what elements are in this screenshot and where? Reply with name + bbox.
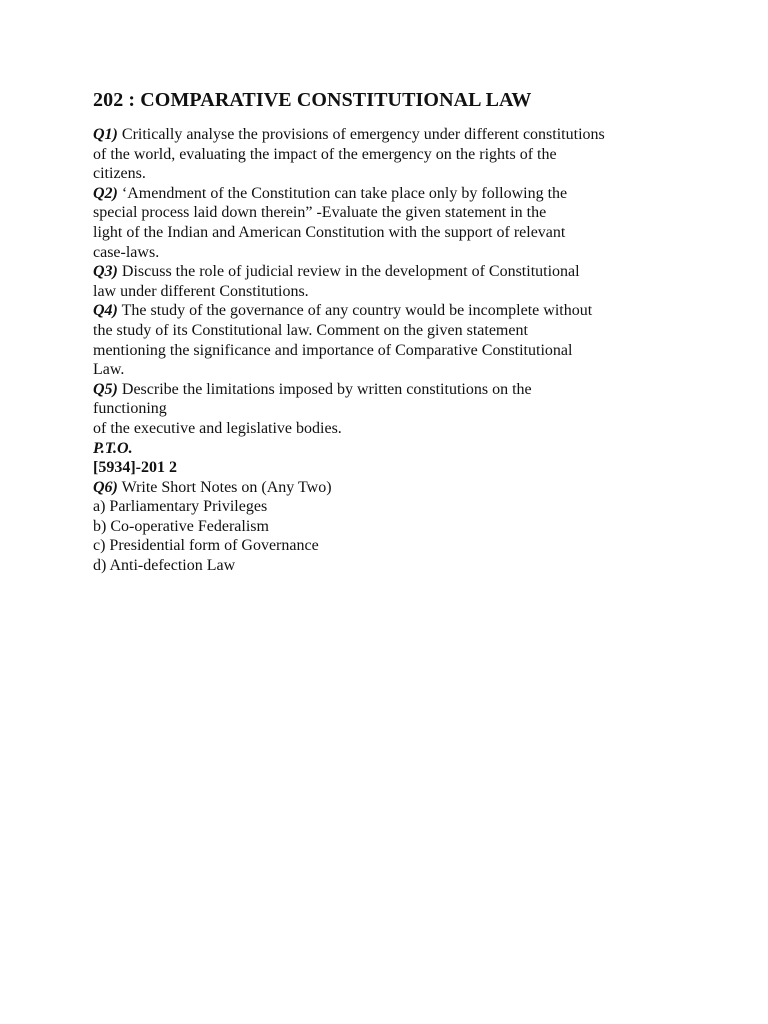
question-q5-label: Q5) <box>93 380 118 398</box>
question-q3-text-1: Discuss the role of judicial review in the development of Constitutional <box>121 263 580 281</box>
question-q3-line-2: law under different Constitutions. <box>93 282 309 300</box>
short-note-option-c: c) Presidential form of Governance <box>93 537 319 555</box>
question-q6-line-1 <box>93 478 693 498</box>
question-q2-line-4: case-laws. <box>93 243 160 261</box>
paper-title: 202 : COMPARATIVE CONSTITUTIONAL LAW <box>93 89 532 111</box>
question-q3 <box>93 262 693 301</box>
short-note-option-d: d) Anti-defection Law <box>93 557 236 575</box>
question-q1 <box>93 125 693 184</box>
question-q5-line-1 <box>93 380 693 400</box>
question-q2-line-3: light of the Indian and American Constitution with the support of relevant <box>93 223 566 241</box>
question-q2-text-1: ‘Amendment of the Constitution can take place only by following the <box>121 184 568 202</box>
question-q4-label: Q4) <box>93 302 118 320</box>
question-q2-line-1 <box>93 184 693 204</box>
question-q1-line-3: citizens. <box>93 165 146 183</box>
question-q6-label: Q6) <box>93 478 118 496</box>
question-q4-line-2: the study of its Constitutional law. Comment on the given statement <box>93 321 528 339</box>
paper-code: [5934]-201 2 <box>93 459 177 477</box>
question-q4-line-4: Law. <box>93 361 125 379</box>
question-q3-label: Q3) <box>93 263 118 281</box>
question-q4-text-1: The study of the governance of any country would be incomplete without <box>121 302 593 320</box>
question-q5-line-2: functioning <box>93 400 167 418</box>
document-page <box>93 88 693 576</box>
question-q2-line-2: special process laid down therein” -Evaluate the given statement in the <box>93 204 547 222</box>
question-q5-line-3: of the executive and legislative bodies. <box>93 419 342 437</box>
question-q5-text-1: Describe the limitations imposed by written constitutions on the <box>121 380 532 398</box>
question-q4-line-3: mentioning the significance and importance of Comparative Constitutional <box>93 341 573 359</box>
short-note-option-a: a) Parliamentary Privileges <box>93 498 268 516</box>
pto-marker: P.T.O. <box>93 439 133 457</box>
short-note-option-b: b) Co-operative Federalism <box>93 517 269 535</box>
question-q5 <box>93 380 693 439</box>
question-q4-line-1 <box>93 301 693 321</box>
question-q1-text-1: Critically analyse the provisions of emergency under different constitutions <box>121 126 605 143</box>
question-q1-line-2: of the world, evaluating the impact of the emergency on the rights of the <box>93 145 557 163</box>
question-q6 <box>93 478 693 576</box>
question-q1-label: Q1) <box>93 126 118 143</box>
question-q2-label: Q2) <box>93 184 118 202</box>
question-q2 <box>93 184 693 262</box>
question-q6-text: Write Short Notes on (Any Two) <box>121 478 332 496</box>
question-q3-line-1 <box>93 262 693 282</box>
question-q4 <box>93 301 693 379</box>
question-q1-line-1 <box>93 125 693 145</box>
